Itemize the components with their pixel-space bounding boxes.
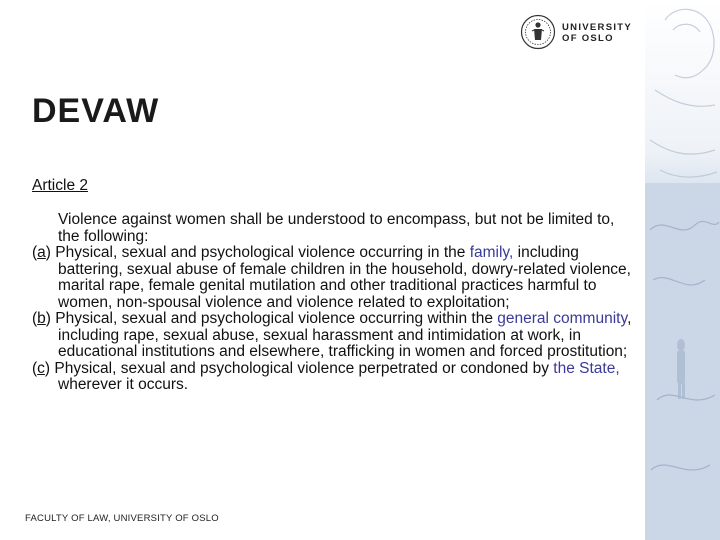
logo-line-1: UNIVERSITY xyxy=(562,22,633,33)
list-item-b: (b) Physical, sexual and psychological violence occurring within the general community, including rape, sexual abuse, sexual harassment and intimidation at work, in educational institutions and elsewhere, trafficking in women and forced prostitution; xyxy=(32,310,632,360)
intro-paragraph: Violence against women shall be understood to encompass, but not be limited to, the following: xyxy=(58,211,615,245)
item-text-after: , including rape, sexual abuse, sexual harassment and intimidation at work, in educational institutions and elsewhere, trafficking in women and forced prostitution; xyxy=(58,310,632,360)
university-seal-icon xyxy=(520,14,556,50)
item-text-after: including battering, sexual abuse of female children in the household, dowry-related violence, marital rape, female genital mutilation and other traditional practices harmful to women, non-spousal violence and violence related to exploitation; xyxy=(58,244,631,311)
item-marker: b xyxy=(37,310,46,327)
list-item-c: (c) Physical, sexual and psychological violence perpetrated or condoned by the State, wherever it occurs. xyxy=(32,359,620,393)
university-logo xyxy=(520,14,640,54)
slide-title: DEVAW xyxy=(32,92,160,130)
article-body xyxy=(32,212,632,394)
item-text-before: Physical, sexual and psychological violence perpetrated or condoned by xyxy=(54,359,554,377)
list-item-a: (a) Physical, sexual and psychological violence occurring in the family, including battering, sexual abuse of female children in the household, dowry-related violence, marital rape, female genital mutilation and other traditional practices harmful to women, non-spousal violence and violence related to exploitation; xyxy=(32,244,631,311)
item-marker: a xyxy=(37,244,46,261)
item-highlight: family, xyxy=(469,244,514,261)
apollo-relief-image xyxy=(645,0,720,540)
university-name xyxy=(562,22,632,44)
item-highlight: the State, xyxy=(553,359,620,377)
item-text-before: Physical, sexual and psychological violence occurring in the xyxy=(55,244,470,261)
item-marker: c xyxy=(37,359,45,377)
item-text-before: Physical, sexual and psychological violence occurring within the xyxy=(55,310,498,327)
item-text-after: wherever it occurs. xyxy=(58,376,189,393)
article-heading: Article 2 xyxy=(32,177,88,194)
logo-line-2: OF OSLO xyxy=(562,33,614,44)
footer-text: FACULTY OF LAW, UNIVERSITY OF OSLO xyxy=(25,513,219,524)
item-highlight: general community xyxy=(497,310,628,327)
